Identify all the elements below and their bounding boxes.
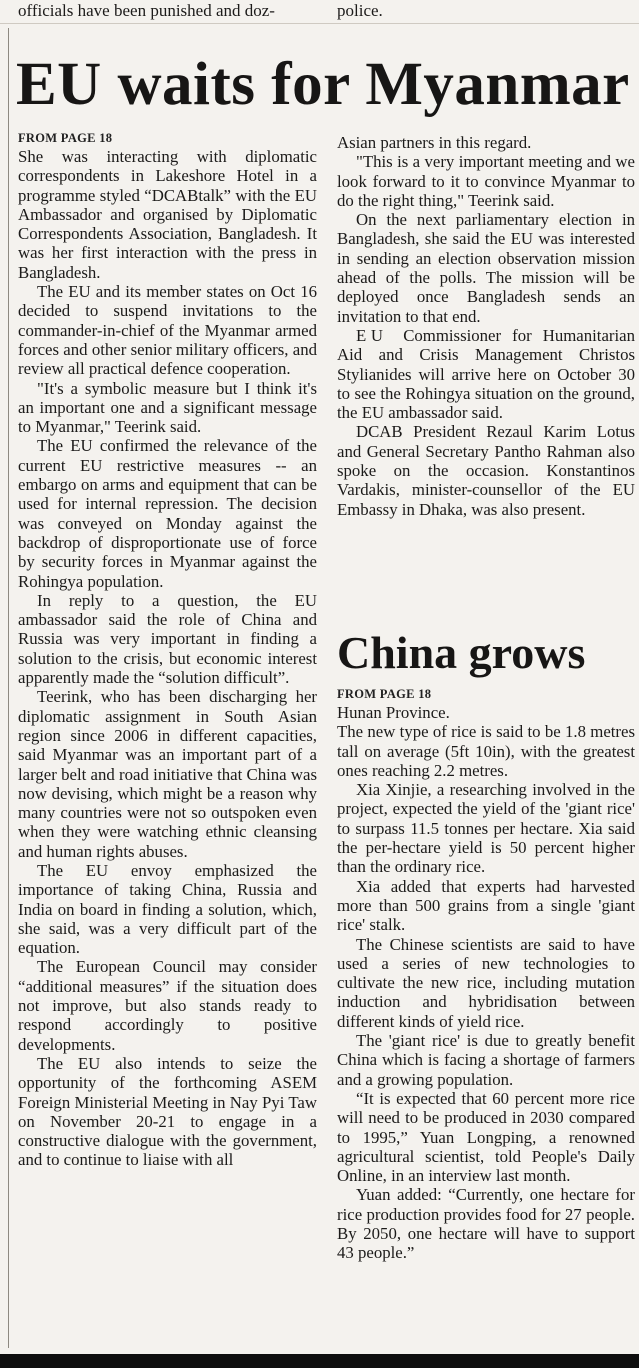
article-china-paragraph: The Chinese scientists are said to have used a series of new technologies to cultivate the new rice, including mutation induction and hybridisation between different kinds of yield rice. — [337, 934, 635, 1031]
article-headline-eu: EU waits for Myanmar — [16, 51, 630, 118]
article-eu-paragraph: In reply to a question, the EU ambassador said the role of China and Russia was very important in finding a solution to the crisis, but economic interest apparently made the “solution difficult”. — [18, 590, 317, 688]
article-china-paragraph: The 'giant rice' is due to greatly benefit China which is facing a shortage of farmers and a growing population. — [337, 1031, 635, 1089]
article-eu-column-1 — [18, 130, 317, 1170]
article-eu-paragraph: She was interacting with diplomatic correspondents in Lakeshore Hotel in a programme styled “DCABtalk” with the EU Ambassador and organised by Diplomatic Correspondents Association, Bangladesh. It was her first interaction with the press in Bangladesh. — [18, 147, 317, 282]
article-eu-spaced-text: EU — [356, 325, 404, 345]
article-eu-paragraph: DCAB President Rezaul Karim Lotus and General Secretary Pantho Rahman also spoke on the occasion. Konstantinos Vardakis, minister-counsellor of the EU Embassy in Dhaka, was also present. — [337, 422, 635, 519]
article-eu-paragraph-text: Commissioner for Humanitarian Aid and Crisis Management Christos Stylianides will arrive here on October 30 to see the Rohingya situation on the ground, the EU ambassador said. — [337, 325, 635, 423]
article-eu-paragraph: The European Council may consider “additional measures” if the situation does not improve, but also stands ready to respond accordingly to positive developments. — [18, 957, 317, 1054]
article-eu-paragraph: "It's a symbolic measure but I think it's an important one and a significant message to Myanmar," Teerink said. — [18, 378, 317, 437]
article-eu-paragraph — [337, 326, 635, 422]
article-china-column — [337, 686, 635, 1263]
article-eu-paragraph: Asian partners in this regard. — [337, 133, 532, 152]
article-eu-paragraph: The EU envoy emphasized the importance of taking China, Russia and India on board in finding a solution, which, she said, was a very difficult part of the equation. — [18, 860, 317, 958]
article-china-paragraph: Hunan Province. — [337, 703, 450, 722]
article-eu-paragraph: The EU also intends to seize the opportunity of the forthcoming ASEM Foreign Ministerial Meeting in Nay Pyi Taw on November 20-21 to engage in a constructive dialogue with the government, and to continue to liaise with all — [18, 1053, 317, 1170]
previous-article-tail — [0, 0, 639, 24]
article-eu-paragraph: The EU and its member states on Oct 16 decided to suspend invitations to the commander-in-chief of the Myanmar armed forces and other senior military officers, and review all practical defence cooperation. — [18, 282, 317, 379]
article-eu-paragraph: On the next parliamentary election in Bangladesh, she said the EU was interested in sending an election observation mission ahead of the polls. The mission will be deployed once Bangladesh sends an invitation to that end. — [337, 210, 635, 326]
article-china-paragraph: Xia Xinjie, a researching involved in the project, expected the yield of the 'giant rice' to surpass 11.5 tonnes per hectare. Xia said the per-hectare yield is 50 percent higher than the ordinary rice. — [337, 780, 635, 877]
article-china-paragraph: The new type of rice is said to be 1.8 metres tall on average (5ft 10in), with the greatest ones reaching 2.2 metres. — [337, 722, 635, 780]
article-eu-paragraph: The EU confirmed the relevance of the current EU restrictive measures -- an embargo on arms and equipment that can be used for internal repression. The decision was conveyed on Monday against the backdrop of disproportionate use of force by security forces in Myanmar against the Rohingya population. — [18, 436, 317, 591]
article-china-paragraph: “It is expected that 60 percent more rice will need to be produced in 2030 compared to 1995,” Yuan Longping, a renowned agricultural scientist, told People's Daily Online, in an interview last month. — [337, 1088, 635, 1186]
previous-article-fragment-right: police. — [337, 1, 383, 20]
article-eu-kicker: FROM PAGE 18 — [18, 131, 113, 145]
article-china-kicker: FROM PAGE 18 — [337, 687, 432, 701]
column-rule — [8, 28, 9, 1348]
article-eu-paragraph: Teerink, who has been discharging her diplomatic assignment in South Asian region since 2006 in different capacities, said Myanmar was an important part of a larger belt and road initiative that China was now devising, which might be a reason why many countries were not so outspoken even when they were watching ethnic cleansing and human rights abuses. — [18, 687, 317, 861]
article-eu-paragraph: "This is a very important meeting and we look forward to it to convince Myanmar to do the right thing," Teerink said. — [337, 152, 635, 210]
article-china-paragraph: Yuan added: “Currently, one hectare for rice production provides food for 27 people. By 2050, one hectare will have to support 43 people.” — [337, 1185, 635, 1263]
article-eu-column-2 — [337, 133, 635, 519]
previous-article-fragment-left: officials have been punished and doz- — [18, 1, 275, 20]
article-china-paragraph: Xia added that experts had harvested more than 500 grains from a single 'giant rice' stalk. — [337, 876, 635, 935]
bottom-edge-bar — [0, 1354, 639, 1368]
article-headline-china: China grows — [337, 627, 586, 678]
